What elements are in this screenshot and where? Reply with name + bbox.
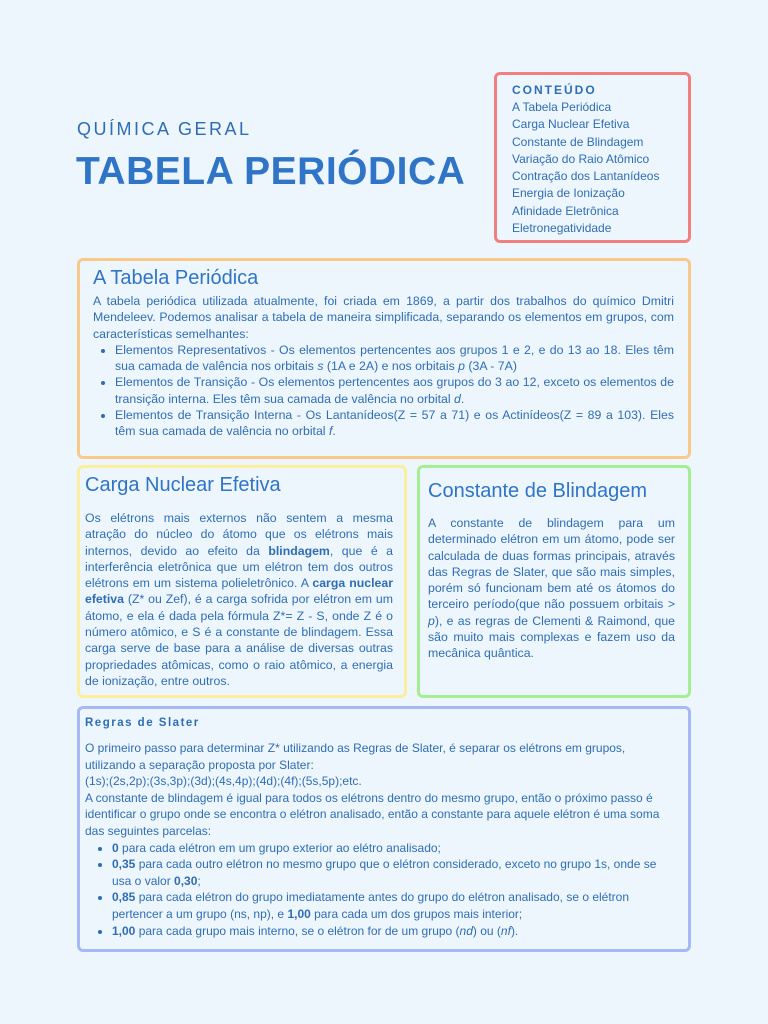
section-title: Constante de Blindagem xyxy=(428,480,648,502)
section-title: Carga Nuclear Efetiva xyxy=(85,474,281,496)
subject-heading: QUÍMICA GERAL xyxy=(77,119,252,139)
toc-item-eletronegatividade[interactable]: Eletronegatividade xyxy=(512,221,612,236)
list-item: • Elementos de Transição - Os elementos pertencentes aos grupos do 3 ao 12, exceto os elementos de transição interna. Eles têm sua camada de valência no orbital d. xyxy=(115,374,674,407)
toc-item-afinidade[interactable]: Afinidade Eletrônica xyxy=(512,203,619,218)
toc-item-lantanideos[interactable]: Contração dos Lantanídeos xyxy=(512,169,660,184)
section-paragraph: A tabela periódica utilizada atualmente, foi criada em 1869, a partir dos trabalhos do químico Dmitri Mendeleev. Podemos analisar a tabela de maneira simplificada, separando os elementos em grupos, com características semelhantes: xyxy=(93,294,674,341)
section-title: A Tabela Periódica xyxy=(93,267,259,289)
section-paragraph: A constante de blindagem é igual para todos os elétrons dentro do mesmo grupo, então o próximo passo é identificar o grupo onde se encontra o elétron analisado, então a constante para aquele elétron é uma soma das seguintes parcelas: xyxy=(85,790,660,838)
list-item: • Elementos Representativos - Os elementos pertencentes aos grupos 1 e 2, e do 13 ao 18. Eles têm sua camada de valência nos orbitais s (1A e 2A) e nos orbitais p (3A - 7A) xyxy=(115,342,674,375)
element-groups-list xyxy=(93,342,674,440)
toc-item-carga-nuclear[interactable]: Carga Nuclear Efetiva xyxy=(512,117,630,132)
toc-list xyxy=(512,99,674,237)
list-item: • 0 para cada elétron em um grupo exterior ao elétro analisado; xyxy=(112,840,677,857)
page-title: TABELA PERIÓDICA xyxy=(76,150,466,193)
toc-item-ionizacao[interactable]: Energia de Ionização xyxy=(512,186,625,201)
slater-rules-list xyxy=(85,840,677,940)
section-constante-blindagem xyxy=(417,465,691,698)
toc-item-constante-blindagem[interactable]: Constante de Blindagem xyxy=(512,134,644,149)
section-title: Regras de Slater xyxy=(85,717,200,729)
section-tabela-periodica xyxy=(77,258,691,459)
list-item: • 1,00 para cada grupo mais interno, se o elétron for de um grupo (nd) ou (nf). xyxy=(112,923,677,940)
toc-item-raio-atomico[interactable]: Variação do Raio Atômico xyxy=(512,151,650,166)
section-regras-slater xyxy=(77,706,691,952)
list-item: • 0,35 para cada outro elétron no mesmo grupo que o elétron considerado, exceto no grupo 1s, onde se usa o valor 0,30; xyxy=(112,856,677,889)
table-of-contents xyxy=(494,72,691,243)
list-item: • 0,85 para cada elétron do grupo imediatamente antes do grupo do elétron analisado, se o elétron pertencer a um grupo (ns, np), e 1,00 para cada um dos grupos mais interior; xyxy=(112,889,677,922)
toc-heading: CONTEÚDO xyxy=(512,83,597,97)
section-paragraph: (1s);(2s,2p);(3s,3p);(3d);(4s,4p);(4d);(4f);(5s,5p);etc. xyxy=(85,774,362,789)
section-paragraph: A constante de blindagem para um determinado elétron em um átomo, pode ser calculada de duas formas principais, através das Regras de Slater, que são mais simples, porém só funcionam bem até os átomos do terceiro período(que não possuem orbitais > p), e as regras de Clementi & Raimond, que são muito mais complexas e fazem uso da mecânica quântica. xyxy=(428,516,675,661)
section-paragraph: O primeiro passo para determinar Z* utilizando as Regras de Slater, é separar os elétrons em grupos, utilizando a separação proposta por Slater: xyxy=(85,741,626,772)
section-carga-nuclear xyxy=(77,465,407,698)
list-item: • Elementos de Transição Interna - Os Lantanídeos(Z = 57 a 71) e os Actinídeos(Z = 89 a 103). Eles têm sua camada de valência no orbital f. xyxy=(115,407,674,440)
toc-item-tabela-periodica[interactable]: A Tabela Periódica xyxy=(512,100,612,114)
section-paragraph: Os elétrons mais externos não sentem a mesma atração do núcleo do átomo que os elétrons mais internos, devido ao efeito da blindagem, que é a interferência eletrônica que um elétron tem dos outros elétrons em um sistema polieletrônico. A carga nuclear efetiva (Z* ou Zef), é a carga sofrida por elétron em um átomo, e ela é dada pela fórmula Z*= Z - S, onde Z é o número atômico, e S é a constante de blindagem. Essa carga serve de base para a análise de diversas outras propriedades atômicas, como o raio atômico, a energia de ionização, entre outros. xyxy=(85,511,393,688)
